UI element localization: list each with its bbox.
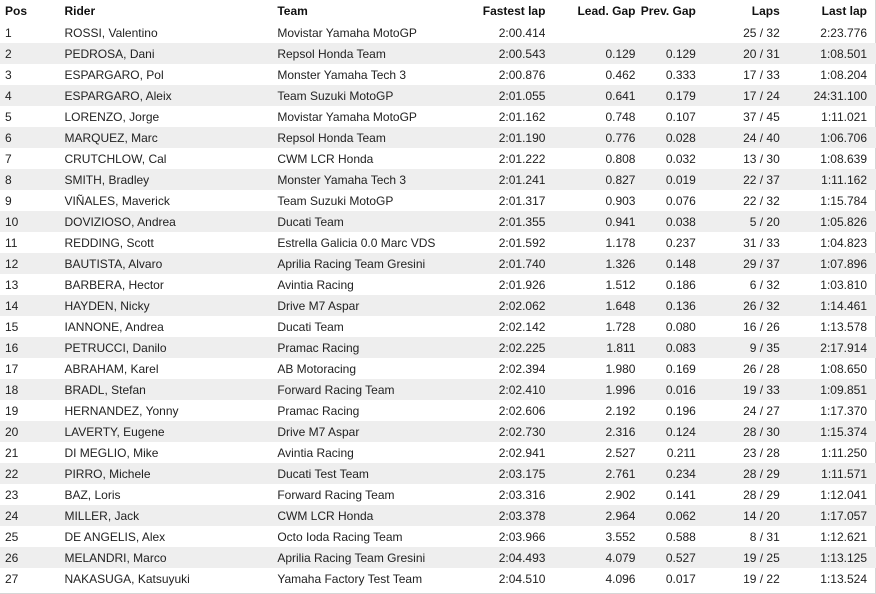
cell-team: CWM LCR Honda [277,508,374,523]
table-body [0,22,876,589]
cell-fastest-lap: 2:01.222 [498,151,546,166]
table-header [0,0,876,22]
cell-team: Movistar Yamaha MotoGP [277,25,417,40]
table-row [0,253,876,274]
cell-pos: 23 [5,487,19,502]
cell-laps: 17 / 24 [743,88,780,103]
cell-prev-gap: 0.136 [665,298,696,313]
cell-fastest-lap: 2:01.162 [498,109,546,124]
table-row [0,232,876,253]
cell-last-lap: 1:17.370 [820,403,867,418]
cell-prev-gap [635,22,695,43]
cell-last-lap: 1:11.250 [821,445,867,460]
cell-rider: NAKASUGA, Katsuyuki [64,571,190,586]
cell-prev-gap: 0.017 [665,571,696,586]
cell-lead-gap: 0.776 [605,130,636,145]
cell-last-lap: 2:23.776 [820,25,867,40]
cell-laps: 29 / 37 [743,256,780,271]
cell-lead-gap: 4.096 [605,571,636,586]
cell-laps: 16 / 26 [743,319,780,334]
cell-laps: 5 / 20 [749,214,780,229]
cell-lead-gap: 2.964 [605,508,636,523]
cell-pos: 25 [5,529,19,544]
cell-last-lap: 1:08.204 [820,67,867,82]
table-row [0,379,876,400]
cell-rider: HERNANDEZ, Yonny [64,403,179,418]
cell-lead-gap: 0.641 [605,88,636,103]
cell-fastest-lap: 2:03.966 [498,529,546,544]
cell-prev-gap: 0.148 [665,256,696,271]
cell-fastest-lap: 2:03.175 [498,466,546,481]
cell-last-lap: 1:03.810 [820,277,867,292]
cell-prev-gap: 0.076 [665,193,696,208]
cell-team: Forward Racing Team [277,382,395,397]
header-row [0,0,876,22]
cell-prev-gap: 0.234 [665,466,696,481]
cell-last-lap: 1:05.826 [820,214,867,229]
cell-pos: 17 [5,361,19,376]
cell-lead-gap: 0.129 [605,46,636,61]
cell-last-lap: 1:13.125 [820,550,867,565]
cell-fastest-lap: 2:02.410 [498,382,546,397]
cell-laps: 37 / 45 [743,109,780,124]
cell-prev-gap: 0.038 [665,214,696,229]
table-row [0,358,876,379]
cell-prev-gap: 0.211 [666,445,696,460]
cell-last-lap: 1:04.823 [820,235,867,250]
cell-last-lap: 1:15.784 [820,193,867,208]
cell-rider: PEDROSA, Dani [64,46,155,61]
cell-lead-gap: 0.903 [605,193,636,208]
cell-lead-gap: 2.192 [605,403,636,418]
cell-lead-gap: 1.980 [605,361,636,376]
table-row [0,337,876,358]
cell-laps: 8 / 31 [749,529,780,544]
cell-last-lap: 1:11.571 [821,466,867,481]
cell-team: Drive M7 Aspar [277,424,360,439]
cell-last-lap: 2:17.914 [820,340,867,355]
table-row [0,211,876,232]
cell-pos: 24 [5,508,19,523]
cell-prev-gap: 0.186 [665,277,696,292]
cell-pos: 10 [5,214,19,229]
cell-lead-gap: 2.316 [605,424,636,439]
cell-lead-gap: 1.326 [605,256,636,271]
cell-lead-gap: 1.728 [605,319,636,334]
cell-laps: 31 / 33 [743,235,780,250]
cell-rider: SMITH, Bradley [64,172,150,187]
cell-pos: 13 [5,277,19,292]
cell-lead-gap: 0.827 [605,172,636,187]
cell-lead-gap: 1.811 [606,340,636,355]
cell-laps: 19 / 33 [743,382,780,397]
cell-prev-gap: 0.062 [665,508,696,523]
cell-fastest-lap: 2:04.510 [498,571,546,586]
cell-pos: 11 [5,235,18,250]
cell-rider: BAUTISTA, Alvaro [64,256,163,271]
cell-last-lap: 1:11.162 [821,172,867,187]
cell-team: Estrella Galicia 0.0 Marc VDS [277,235,436,250]
cell-last-lap: 1:07.896 [820,256,867,271]
cell-last-lap: 1:08.650 [820,361,867,376]
cell-rider: BAZ, Loris [64,487,121,502]
cell-last-lap: 1:12.041 [820,487,867,502]
cell-last-lap: 1:14.461 [820,298,867,313]
cell-fastest-lap: 2:01.926 [498,277,546,292]
table-row [0,505,876,526]
cell-last-lap: 1:09.851 [820,382,867,397]
cell-rider: LAVERTY, Eugene [64,424,165,439]
cell-fastest-lap: 2:01.355 [498,214,546,229]
cell-laps: 28 / 29 [743,487,780,502]
cell-pos: 18 [5,382,19,397]
cell-pos: 15 [5,319,19,334]
cell-pos: 14 [5,298,19,313]
cell-prev-gap: 0.107 [665,109,696,124]
cell-rider: REDDING, Scott [64,235,154,250]
cell-lead-gap: 1.178 [605,235,636,250]
cell-pos: 16 [5,340,19,355]
cell-prev-gap: 0.028 [665,130,696,145]
cell-team: Octo Ioda Racing Team [277,529,403,544]
table-row [0,526,876,547]
table-row [0,484,876,505]
cell-lead-gap: 2.902 [605,487,636,502]
cell-fastest-lap: 2:02.730 [498,424,546,439]
cell-prev-gap: 0.237 [665,235,696,250]
cell-prev-gap: 0.124 [665,424,696,439]
table-row [0,85,876,106]
cell-lead-gap: 4.079 [605,550,636,565]
cell-last-lap: 1:08.639 [820,151,867,166]
cell-fastest-lap: 2:04.493 [498,550,546,565]
cell-laps: 13 / 30 [743,151,780,166]
table-row [0,442,876,463]
cell-team: Pramac Racing [277,403,360,418]
table-row [0,127,876,148]
cell-pos: 4 [5,88,12,103]
table-row [0,22,876,43]
cell-prev-gap: 0.169 [665,361,696,376]
cell-pos: 20 [5,424,19,439]
header-fastest-lap: Fastest lap [482,4,546,18]
cell-prev-gap: 0.083 [665,340,696,355]
cell-lead-gap [545,22,635,43]
cell-prev-gap: 0.016 [665,382,696,397]
cell-team: Ducati Test Team [277,466,369,481]
cell-laps: 24 / 27 [743,403,780,418]
cell-fastest-lap: 2:02.142 [498,319,546,334]
cell-laps: 24 / 40 [743,130,780,145]
cell-pos: 22 [5,466,19,481]
cell-rider: DE ANGELIS, Alex [64,529,166,544]
cell-rider: PIRRO, Michele [64,466,151,481]
cell-rider: ESPARGARO, Pol [64,67,164,82]
cell-rider: HAYDEN, Nicky [64,298,150,313]
cell-last-lap: 1:11.021 [821,109,867,124]
cell-laps: 19 / 22 [743,571,780,586]
cell-last-lap: 1:17.057 [820,508,867,523]
table-row [0,400,876,421]
cell-rider: IANNONE, Andrea [64,319,164,334]
cell-fastest-lap: 2:01.055 [498,88,546,103]
table-row [0,148,876,169]
cell-team: Forward Racing Team [277,487,395,502]
cell-lead-gap: 2.527 [605,445,636,460]
cell-pos: 7 [5,151,12,166]
cell-team: CWM LCR Honda [277,151,374,166]
cell-rider: LORENZO, Jorge [64,109,160,124]
cell-last-lap: 1:13.578 [820,319,867,334]
cell-rider: DI MEGLIO, Mike [64,445,159,460]
cell-laps: 9 / 35 [749,340,780,355]
cell-team: AB Motoracing [277,361,357,376]
cell-last-lap: 1:12.621 [820,529,867,544]
cell-prev-gap: 0.588 [665,529,696,544]
cell-fastest-lap: 2:00.876 [498,67,546,82]
cell-laps: 22 / 32 [743,193,780,208]
cell-lead-gap: 1.512 [605,277,636,292]
table-row [0,43,876,64]
cell-prev-gap: 0.141 [665,487,696,502]
cell-team: Aprilia Racing Team Gresini [277,256,426,271]
cell-fastest-lap: 2:01.740 [498,256,546,271]
table-row [0,169,876,190]
cell-pos: 1 [5,25,12,40]
cell-rider: VIÑALES, Maverick [64,193,170,208]
cell-laps: 26 / 32 [743,298,780,313]
cell-fastest-lap: 2:01.317 [498,193,546,208]
cell-team: Ducati Team [277,319,344,334]
cell-laps: 23 / 28 [743,445,780,460]
cell-rider: DOVIZIOSO, Andrea [64,214,176,229]
header-team: Team [277,4,308,18]
cell-fastest-lap: 2:02.225 [498,340,546,355]
cell-team: Repsol Honda Team [277,130,386,145]
cell-prev-gap: 0.080 [665,319,696,334]
cell-team: Monster Yamaha Tech 3 [277,172,407,187]
cell-fastest-lap: 2:00.543 [498,46,546,61]
cell-laps: 22 / 37 [743,172,780,187]
table-row [0,190,876,211]
cell-team: Aprilia Racing Team Gresini [277,550,426,565]
cell-rider: CRUTCHLOW, Cal [64,151,167,166]
cell-pos: 3 [5,67,12,82]
cell-lead-gap: 0.808 [605,151,636,166]
cell-lead-gap: 1.996 [605,382,636,397]
table-row [0,463,876,484]
cell-prev-gap: 0.019 [665,172,696,187]
cell-team: Ducati Team [277,214,344,229]
cell-lead-gap: 0.462 [605,67,636,82]
cell-pos: 26 [5,550,19,565]
cell-fastest-lap: 2:02.606 [498,403,546,418]
cell-fastest-lap: 2:03.316 [498,487,546,502]
cell-team: Avintia Racing [277,277,354,292]
table-row [0,106,876,127]
cell-laps: 6 / 32 [749,277,780,292]
cell-prev-gap: 0.179 [665,88,696,103]
cell-team: Monster Yamaha Tech 3 [277,67,407,82]
table-row [0,568,876,589]
cell-fastest-lap: 2:02.941 [498,445,546,460]
cell-team: Avintia Racing [277,445,354,460]
cell-pos: 12 [5,256,19,271]
cell-fastest-lap: 2:02.394 [498,361,546,376]
table-row [0,421,876,442]
cell-team: Movistar Yamaha MotoGP [277,109,417,124]
cell-pos: 27 [5,571,19,586]
cell-prev-gap: 0.196 [665,403,696,418]
cell-prev-gap: 0.527 [665,550,696,565]
cell-last-lap: 1:13.524 [820,571,867,586]
cell-pos: 19 [5,403,19,418]
cell-prev-gap: 0.333 [665,67,696,82]
header-prev-gap: Prev. Gap [640,4,696,18]
cell-lead-gap: 0.748 [605,109,636,124]
table-row [0,316,876,337]
cell-laps: 14 / 20 [743,508,780,523]
cell-laps: 19 / 25 [743,550,780,565]
cell-laps: 28 / 29 [743,466,780,481]
cell-rider: BARBERA, Hector [64,277,164,292]
cell-rider: ABRAHAM, Karel [64,361,159,376]
cell-rider: MELANDRI, Marco [64,550,167,565]
table-row [0,274,876,295]
cell-fastest-lap: 2:03.378 [498,508,546,523]
table-row [0,547,876,568]
cell-laps: 17 / 33 [743,67,780,82]
cell-fastest-lap: 2:01.241 [498,172,546,187]
cell-fastest-lap: 2:00.414 [498,25,546,40]
header-rider: Rider [64,4,96,18]
cell-team: Repsol Honda Team [277,46,386,61]
cell-prev-gap: 0.032 [665,151,696,166]
cell-laps: 26 / 28 [743,361,780,376]
cell-pos: 21 [5,445,19,460]
header-laps: Laps [751,4,780,18]
cell-pos: 8 [5,172,12,187]
header-pos: Pos [5,4,28,18]
cell-team: Team Suzuki MotoGP [277,193,394,208]
cell-team: Yamaha Factory Test Team [277,571,423,586]
cell-last-lap: 1:08.501 [820,46,867,61]
cell-laps: 25 / 32 [743,25,780,40]
cell-fastest-lap: 2:01.592 [498,235,546,250]
cell-pos: 5 [5,109,12,124]
cell-pos: 9 [5,193,12,208]
header-last-lap: Last lap [821,4,867,18]
cell-rider: ESPARGARO, Aleix [64,88,172,103]
cell-prev-gap: 0.129 [665,46,696,61]
cell-last-lap: 24:31.100 [813,88,867,103]
cell-rider: ROSSI, Valentino [64,25,158,40]
cell-last-lap: 1:15.374 [820,424,867,439]
cell-lead-gap: 3.552 [605,529,636,544]
table-row [0,295,876,316]
header-lead-gap: Lead. Gap [577,4,636,18]
cell-lead-gap: 0.941 [605,214,636,229]
cell-fastest-lap: 2:01.190 [498,130,546,145]
cell-team: Drive M7 Aspar [277,298,360,313]
cell-rider: PETRUCCI, Danilo [64,340,167,355]
cell-team: Pramac Racing [277,340,360,355]
cell-rider: BRADL, Stefan [64,382,146,397]
cell-lead-gap: 1.648 [605,298,636,313]
cell-team: Team Suzuki MotoGP [277,88,394,103]
cell-laps: 28 / 30 [743,424,780,439]
cell-pos: 2 [5,46,12,61]
cell-last-lap: 1:06.706 [820,130,867,145]
cell-fastest-lap: 2:02.062 [498,298,546,313]
cell-lead-gap: 2.761 [605,466,636,481]
cell-rider: MILLER, Jack [64,508,140,523]
cell-pos: 6 [5,130,12,145]
cell-rider: MARQUEZ, Marc [64,130,158,145]
table-row [0,64,876,85]
cell-laps: 20 / 31 [743,46,780,61]
